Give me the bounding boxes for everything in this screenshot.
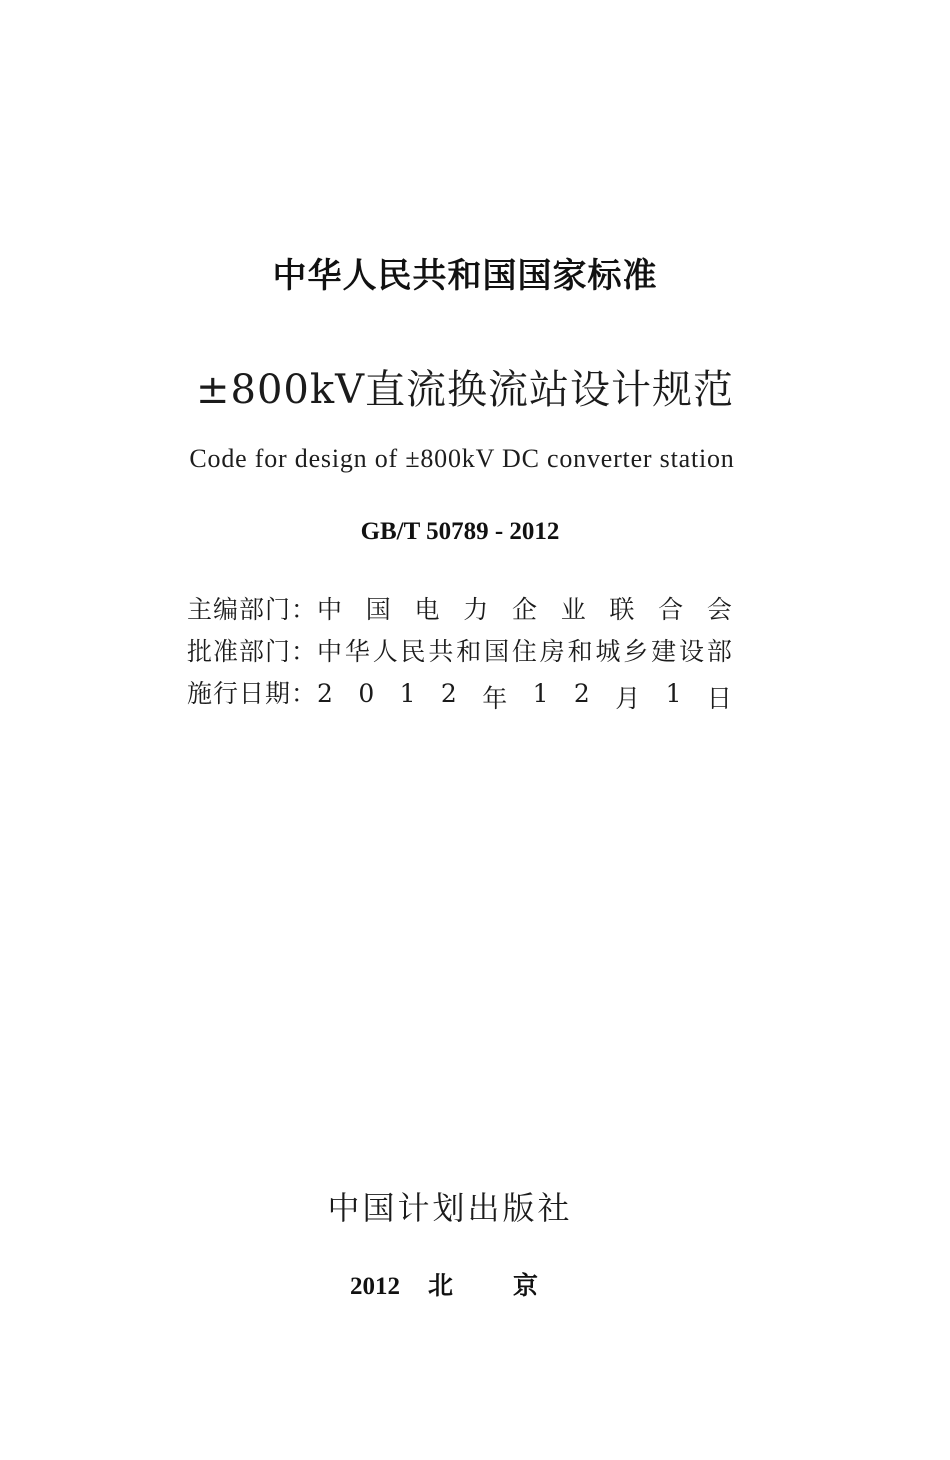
publication-city: 北 京 [428, 1271, 538, 1300]
standard-number: GB/T 50789 - 2012 [360, 518, 560, 545]
standard-type-heading: 中华人民共和国国家标准 [272, 256, 658, 296]
publication-line [350, 1266, 538, 1302]
document-title-en: Code for design of ±800kV DC converter station [189, 444, 735, 473]
editor-value: 中 国 电 力 企 业 联 合 会 [317, 595, 732, 624]
editor-row [187, 590, 732, 626]
approver-row [187, 632, 732, 668]
effective-date-row [187, 674, 732, 715]
document-title-zh: ±800kV直流换流站设计规范 [196, 367, 734, 413]
approver-label: 批准部门： [187, 637, 318, 666]
approver-value: 中 华 人 民 共 和 国 住 房 和 城 乡 建 设 部 [317, 637, 732, 666]
editor-label: 主编部门： [187, 595, 318, 624]
effective-date-label: 施行日期： [187, 679, 318, 708]
publication-year: 2012 [350, 1273, 400, 1300]
publisher-name: 中国计划出版社 [327, 1189, 573, 1227]
effective-date-value: 2 0 1 2 年 1 2 月 1 日 [317, 679, 732, 713]
